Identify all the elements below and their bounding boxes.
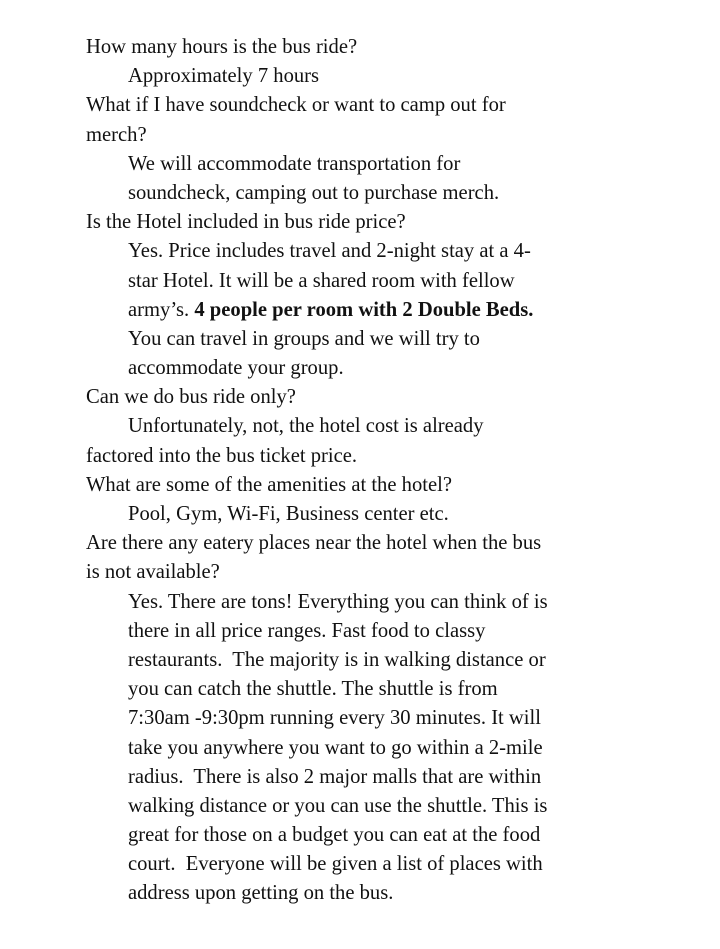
faq-answer: take you anywhere you want to go within a 2-mile: [128, 736, 543, 759]
faq-document: [86, 33, 646, 909]
faq-question: Can we do bus ride only?: [86, 386, 296, 409]
faq-answer: restaurants. The majority is in walking distance or: [128, 648, 546, 671]
faq-answer: [86, 296, 646, 325]
faq-question: How many hours is the bus ride?: [86, 36, 358, 58]
faq-answer: you can catch the shuttle. The shuttle is from: [128, 678, 498, 701]
faq-answer: walking distance or you can use the shuttle. This is: [128, 794, 548, 817]
faq-answer-text: army’s.: [128, 298, 195, 321]
faq-answer-bold-text: 4 people per room with 2 Double Beds.: [194, 298, 534, 321]
faq-answer: Yes. There are tons! Everything you can think of is: [128, 590, 548, 613]
faq-answer: We will accommodate transportation for: [128, 152, 461, 175]
faq-answer: Pool, Gym, Wi-Fi, Business center etc.: [128, 503, 449, 525]
faq-answer: Yes. Price includes travel and 2-night stay at a 4-: [128, 240, 531, 263]
faq-answer: court. Everyone will be given a list of places with: [128, 853, 543, 876]
faq-answer: there in all price ranges. Fast food to classy: [128, 619, 486, 642]
faq-answer: star Hotel. It will be a shared room with fellow: [128, 269, 515, 292]
faq-answer: accommodate your group.: [128, 357, 344, 380]
faq-question: Is the Hotel included in bus ride price?: [86, 211, 406, 234]
faq-answer: You can travel in groups and we will try to: [128, 327, 480, 350]
faq-question: is not available?: [86, 561, 220, 584]
faq-answer: address upon getting on the bus.: [128, 882, 394, 905]
faq-answer: great for those on a budget you can eat at the food: [128, 824, 541, 847]
faq-question: What if I have soundcheck or want to camp out for: [86, 94, 506, 117]
faq-question: What are some of the amenities at the hotel?: [86, 473, 452, 496]
faq-question: merch?: [86, 123, 147, 146]
faq-answer: soundcheck, camping out to purchase merch.: [128, 181, 500, 204]
faq-answer: Approximately 7 hours: [128, 65, 320, 88]
faq-answer: radius. There is also 2 major malls that are within: [128, 765, 542, 788]
faq-answer: Unfortunately, not, the hotel cost is already: [128, 415, 484, 438]
faq-answer: 7:30am -9:30pm running every 30 minutes. It will: [128, 707, 541, 730]
faq-question: Are there any eatery places near the hotel when the bus: [86, 532, 542, 555]
faq-answer: factored into the bus ticket price.: [86, 444, 358, 467]
